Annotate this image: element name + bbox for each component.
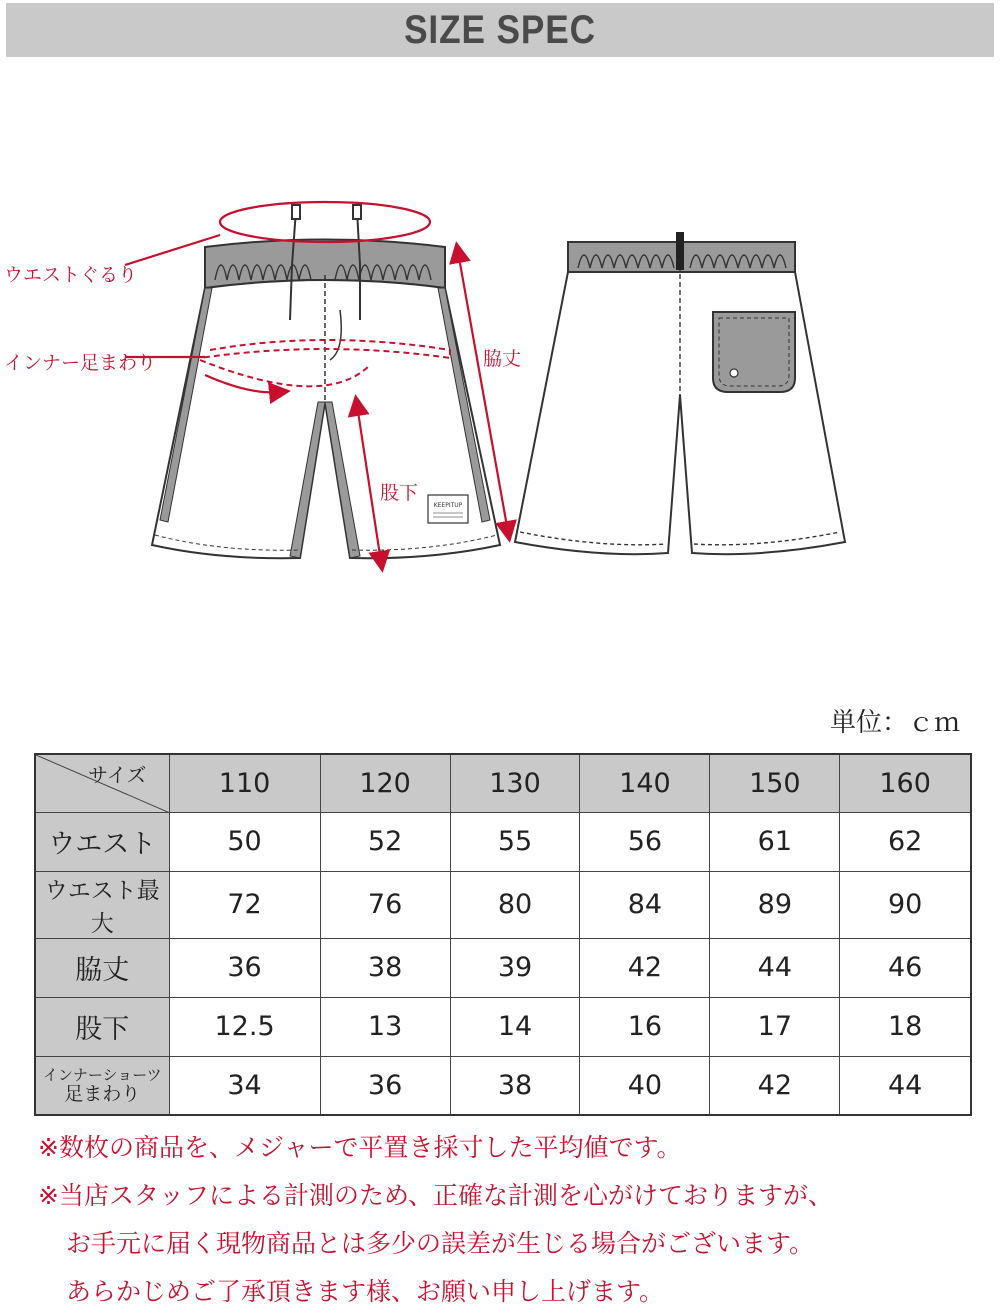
table-cell: 40 bbox=[580, 1056, 710, 1115]
table-cell: 52 bbox=[320, 812, 450, 871]
table-cell: 18 bbox=[840, 997, 971, 1056]
measurement-notes bbox=[38, 1124, 988, 1313]
brand-tag bbox=[428, 495, 468, 523]
shorts-diagram bbox=[0, 180, 1000, 580]
size-table bbox=[34, 753, 972, 1116]
waist-measure-ellipse bbox=[220, 202, 430, 242]
table-cell: 61 bbox=[710, 812, 840, 871]
table-cell: 42 bbox=[580, 938, 710, 997]
size-column-header: 160 bbox=[840, 754, 971, 812]
table-cell: 90 bbox=[840, 871, 971, 938]
corner-cell bbox=[35, 754, 169, 812]
side-length-label: 脇丈 bbox=[483, 348, 522, 370]
page-title: SIZE SPEC bbox=[404, 7, 596, 52]
note-line: ※当店スタッフによる計測のため、正確な計測を心がけておりますが、 bbox=[38, 1181, 833, 1210]
note-line: あらかじめご了承頂きます様、お願い申し上げます。 bbox=[66, 1277, 665, 1306]
table-row bbox=[35, 871, 971, 938]
row-header: 脇丈 bbox=[35, 938, 169, 997]
table-cell: 55 bbox=[450, 812, 580, 871]
table-cell: 80 bbox=[450, 871, 580, 938]
table-row bbox=[35, 812, 971, 871]
table-cell: 38 bbox=[450, 1056, 580, 1115]
table-header-row bbox=[35, 754, 971, 812]
table-cell: 44 bbox=[840, 1056, 971, 1115]
back-shorts bbox=[515, 242, 845, 554]
row-header: ウエスト bbox=[35, 812, 169, 871]
unit-label: 単位：ｃｍ bbox=[829, 708, 960, 738]
table-cell: 46 bbox=[840, 938, 971, 997]
table-cell: 12.5 bbox=[169, 997, 320, 1056]
header-bar bbox=[6, 3, 994, 57]
corner-label: サイズ bbox=[88, 763, 147, 787]
row-header: ウエスト最大 bbox=[35, 871, 169, 938]
size-column-header: 150 bbox=[710, 754, 840, 812]
back-pocket bbox=[713, 312, 795, 392]
size-column-header: 140 bbox=[580, 754, 710, 812]
table-cell: 14 bbox=[450, 997, 580, 1056]
size-column-header: 110 bbox=[169, 754, 320, 812]
table-cell: 36 bbox=[169, 938, 320, 997]
table-cell: 38 bbox=[320, 938, 450, 997]
waist-around-label: ウエストぐるり bbox=[4, 264, 138, 286]
table-cell: 44 bbox=[710, 938, 840, 997]
table-cell: 50 bbox=[169, 812, 320, 871]
size-column-header: 120 bbox=[320, 754, 450, 812]
table-cell: 39 bbox=[450, 938, 580, 997]
table-cell: 17 bbox=[710, 997, 840, 1056]
row-header-line1: インナーショーツ bbox=[42, 1066, 162, 1085]
table-cell: 72 bbox=[169, 871, 320, 938]
note-line: お手元に届く現物商品とは多少の誤差が生じる場合がございます。 bbox=[66, 1229, 815, 1258]
inseam-label: 股下 bbox=[380, 482, 419, 504]
brand-tag-text: KEEPITUP bbox=[433, 502, 463, 509]
table-cell: 84 bbox=[580, 871, 710, 938]
table-row bbox=[35, 938, 971, 997]
table-row bbox=[35, 1056, 971, 1115]
table-cell: 42 bbox=[710, 1056, 840, 1115]
table-cell: 56 bbox=[580, 812, 710, 871]
table-cell: 62 bbox=[840, 812, 971, 871]
table-cell: 76 bbox=[320, 871, 450, 938]
inner-leg-opening-label: インナー足まわり bbox=[4, 352, 157, 374]
size-column-header: 130 bbox=[450, 754, 580, 812]
table-cell: 36 bbox=[320, 1056, 450, 1115]
row-header: 股下 bbox=[35, 997, 169, 1056]
table-cell: 34 bbox=[169, 1056, 320, 1115]
table-row bbox=[35, 997, 971, 1056]
table-cell: 89 bbox=[710, 871, 840, 938]
table-cell: 13 bbox=[320, 997, 450, 1056]
note-line: ※数枚の商品を、メジャーで平置き採寸した平均値です。 bbox=[38, 1133, 682, 1162]
shorts-illustration bbox=[0, 180, 1000, 580]
table-cell: 16 bbox=[580, 997, 710, 1056]
row-header-line2: 足まわり bbox=[64, 1083, 141, 1106]
row-header bbox=[35, 1056, 169, 1115]
